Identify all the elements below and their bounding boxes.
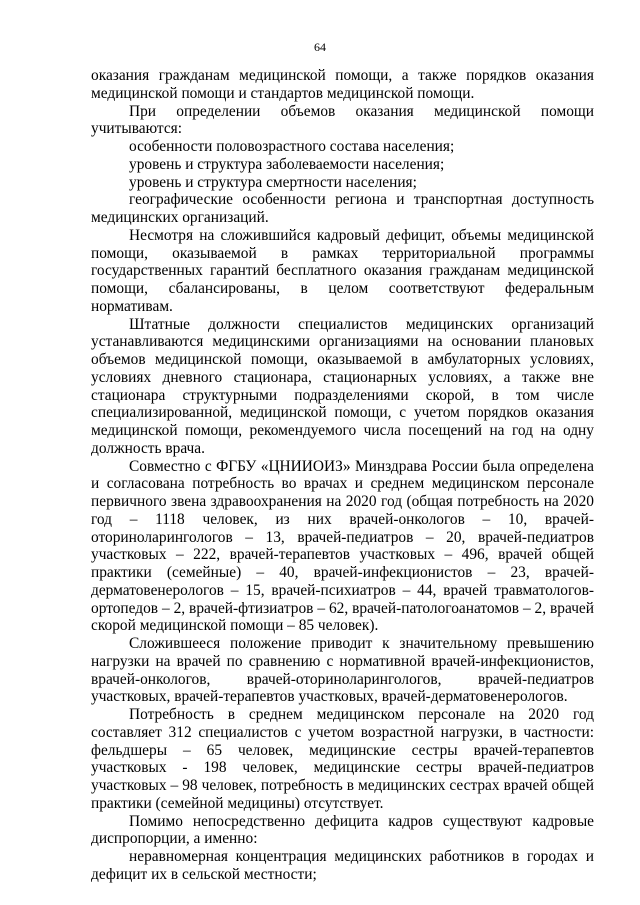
list-item-age-sex-structure: особенности половозрастного состава населения; <box>129 138 455 155</box>
list-item-morbidity: уровень и структура заболеваемости населения; <box>129 155 445 173</box>
page-number: 64 <box>314 40 326 54</box>
document-body <box>91 67 594 884</box>
paragraph-staff-deficit: Несмотря на сложившийся кадровый дефицит, объемы медицинской помощи, оказываемой в рамках территориальной программы государственных гарантий бесплатного оказания гражданам медицинской помощи, сбалансированы, в целом соответствуют федеральным нормативам. <box>91 226 594 315</box>
paragraph-nursing-demand: Потребность в среднем медицинском персонале на 2020 год составляет 312 специалистов с учетом возрастной нагрузки, в частности: фельдшеры – 65 человек, медицинские сестры врачей-терапевтов участковых - 198 человек, медицинские сестры врачей-педиатров участковых – 98 человек, потребность в медицинских сестрах врачей общей практики (семейной медицины) отсутствует. <box>91 706 594 812</box>
paragraph-continuation: оказания гражданам медицинской помощи, а также порядков оказания медицинской помощи и стандартов медицинской помощи. <box>91 67 594 102</box>
paragraph-doctor-demand: Совместно с ФГБУ «ЦНИИОИЗ» Минздрава России была определена и согласована потребность во врачах и среднем медицинском персонале первичного звена здравоохранения на 2020 год (общая потребность на 2020 год – 1118 человек, из них врачей-онкологов – 10, врачей-оториноларингологов – 13, врачей-педиатров – 20, врачей-педиатров участковых – 222, врачей-терапевтов участковых – 496, врачей общей практики (семейные) – 40, врачей-инфекционистов – 23, врачей-дерматовенерологов – 15, врачей-психиатров – 44, врачей травматологов-ортопедов – 2, врачей-фтизиатров – 62, врачей-патологоанатомов – 2, врачей скорой медицинской помощи – 85 человек). <box>91 457 594 635</box>
paragraph-volume-factors-intro: При определении объемов оказания медицинской помощи учитываются: <box>91 102 594 138</box>
paragraph-workload: Сложившееся положение приводит к значительному превышению нагрузки на врачей по сравнению с нормативной врачей-инфекционистов, врачей-онкологов, врачей-оториноларингологов, врачей-педиатров участковых, врачей-терапевтов участковых, врачей-дерматовенерологов. <box>91 635 594 706</box>
list-item-urban-rural: неравномерная концентрация медицинских работников в городах и дефицит их в сельской местности; <box>91 848 594 883</box>
paragraph-disproportions-intro: Помимо непосредственно дефицита кадров существуют кадровые диспропорции, а именно: <box>91 812 594 848</box>
list-item-geography: географические особенности региона и транспортная доступность медицинских организаций. <box>91 191 594 226</box>
list-item-mortality: уровень и структура смертности населения; <box>129 173 417 191</box>
paragraph-staff-positions: Штатные должности специалистов медицинских организаций устанавливаются медицинскими организациями на основании плановых объемов медицинской помощи, оказываемой в амбулаторных условиях, условиях дневного стационара, стационарных условиях, а также вне стационара структурными подразделениями скорой, в том числе специализированной, медицинской помощи, с учетом порядков оказания медицинской помощи, рекомендуемого числа посещений на год на одну должность врача. <box>91 315 594 457</box>
